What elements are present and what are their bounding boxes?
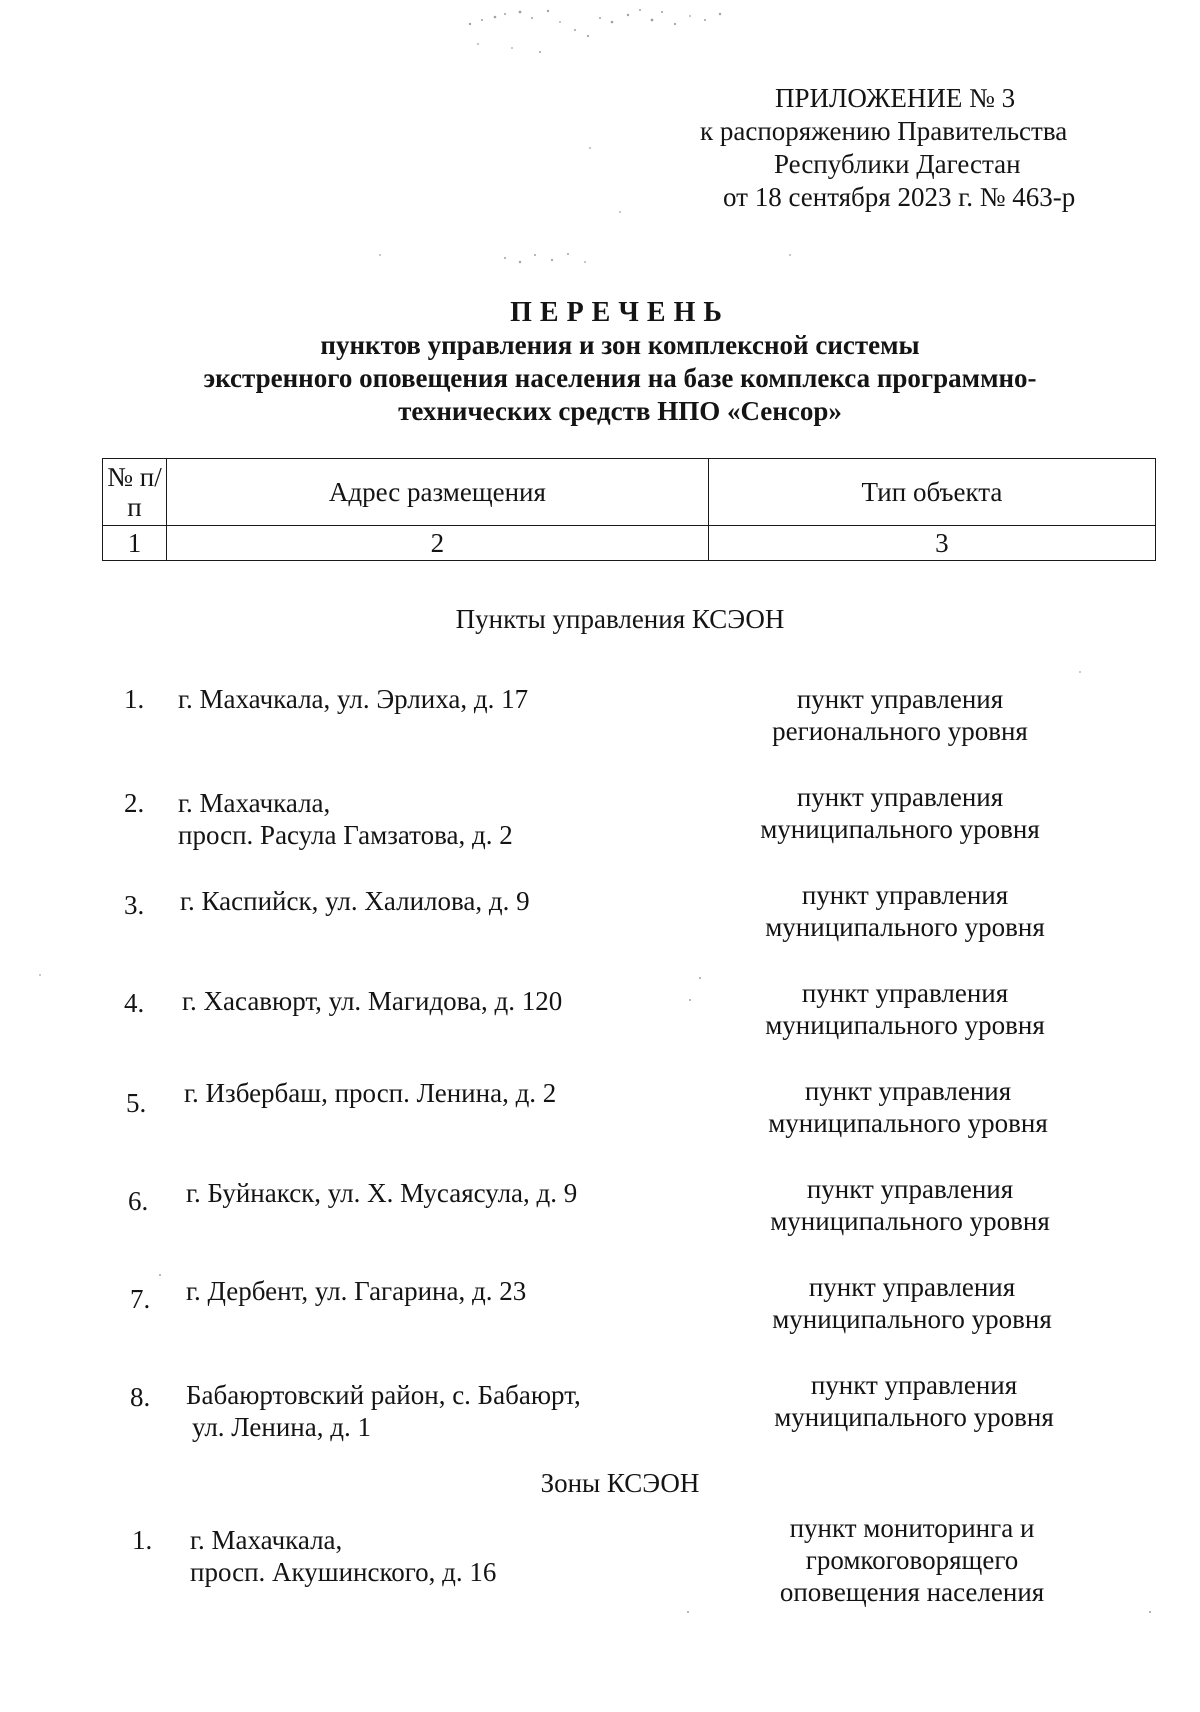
item-address: г. Избербаш, просп. Ленина, д. 2 <box>184 1078 557 1108</box>
appendix-header <box>700 82 1120 214</box>
item-address-line-2: просп. Акушинского, д. 16 <box>190 1557 497 1587</box>
item-address: г. Каспийск, ул. Халилова, д. 9 <box>180 886 530 916</box>
appendix-number: ПРИЛОЖЕНИЕ № 3 <box>775 83 1016 113</box>
item-type-line-1: пункт управления <box>806 1174 1014 1204</box>
item-type-line-1: пункт управления <box>804 1076 1012 1106</box>
title-main: ПЕРЕЧЕНЬ <box>510 297 730 328</box>
item-number: 8. <box>130 1382 151 1412</box>
section-title-zones: Зоны КСЭОН <box>540 1468 700 1498</box>
section-title-control-points: Пункты управления КСЭОН <box>455 604 785 634</box>
item-type-line-2: громкоговорящего <box>805 1545 1019 1575</box>
item-type-line-2: муниципального уровня <box>760 814 1040 844</box>
appendix-order-line: к распоряжению Правительства <box>700 116 1068 146</box>
item-type-line-1: пункт управления <box>810 1370 1018 1400</box>
column-number-2: 2 <box>166 526 708 561</box>
item-number: 3. <box>124 890 145 920</box>
item-number: 4. <box>124 988 145 1018</box>
column-number-3: 3 <box>708 526 1155 561</box>
table-header <box>102 458 1156 561</box>
item-type-line-2: муниципального уровня <box>765 1010 1045 1040</box>
item-type-line-1: пункт управления <box>796 782 1004 812</box>
item-address: г. Махачкала, ул. Эрлиха, д. 17 <box>178 684 529 714</box>
item-address-line-1: г. Махачкала, <box>178 788 331 818</box>
item-type-line-2: муниципального уровня <box>774 1402 1054 1432</box>
item-type-line-1: пункт мониторинга и <box>789 1513 1035 1543</box>
table-numbering-row <box>103 526 1156 561</box>
appendix-government-line: Республики Дагестан <box>774 149 1021 179</box>
column-header-type: Тип объекта <box>708 459 1155 526</box>
item-type-line-1: пункт управления <box>796 684 1004 714</box>
item-number: 2. <box>124 788 145 818</box>
item-number: 1. <box>124 684 145 714</box>
item-number: 7. <box>130 1284 151 1314</box>
item-type-line-1: пункт управления <box>801 880 1009 910</box>
item-address-line-2: просп. Расула Гамзатова, д. 2 <box>178 820 513 850</box>
title-line-2: экстренного оповещения населения на базе комплекса программно- <box>203 363 1037 393</box>
item-address: г. Дербент, ул. Гагарина, д. 23 <box>186 1276 527 1306</box>
document-title <box>0 296 1200 428</box>
item-address: г. Буйнакск, ул. Х. Мусаясула, д. 9 <box>186 1178 578 1208</box>
item-address-line-1: г. Махачкала, <box>190 1525 343 1555</box>
item-type-line-2: муниципального уровня <box>770 1206 1050 1236</box>
item-type-line-3: оповещения населения <box>779 1577 1045 1607</box>
item-type-line-1: пункт управления <box>808 1272 1016 1302</box>
table-header-row <box>103 459 1156 526</box>
item-type-line-2: регионального уровня <box>772 716 1028 746</box>
item-type-line-2: муниципального уровня <box>768 1108 1048 1138</box>
item-number: 6. <box>128 1186 149 1216</box>
item-type-line-1: пункт управления <box>801 978 1009 1008</box>
item-type-line-2: муниципального уровня <box>765 912 1045 942</box>
title-line-1: пунктов управления и зон комплексной системы <box>320 330 920 360</box>
item-address: г. Хасавюрт, ул. Магидова, д. 120 <box>182 986 563 1016</box>
item-type-line-2: муниципального уровня <box>772 1304 1052 1334</box>
item-address-line-1: Бабаюртовский район, с. Бабаюрт, <box>186 1380 581 1410</box>
column-header-number: № п/п <box>103 459 167 526</box>
item-number: 1. <box>132 1525 153 1555</box>
item-address-line-2: ул. Ленина, д. 1 <box>192 1412 371 1442</box>
column-number-1: 1 <box>103 526 167 561</box>
title-line-3: технических средств НПО «Сенсор» <box>398 396 842 426</box>
item-number: 5. <box>126 1088 147 1118</box>
appendix-date-line: от 18 сентября 2023 г. № 463-р <box>723 182 1076 212</box>
column-header-address: Адрес размещения <box>166 459 708 526</box>
